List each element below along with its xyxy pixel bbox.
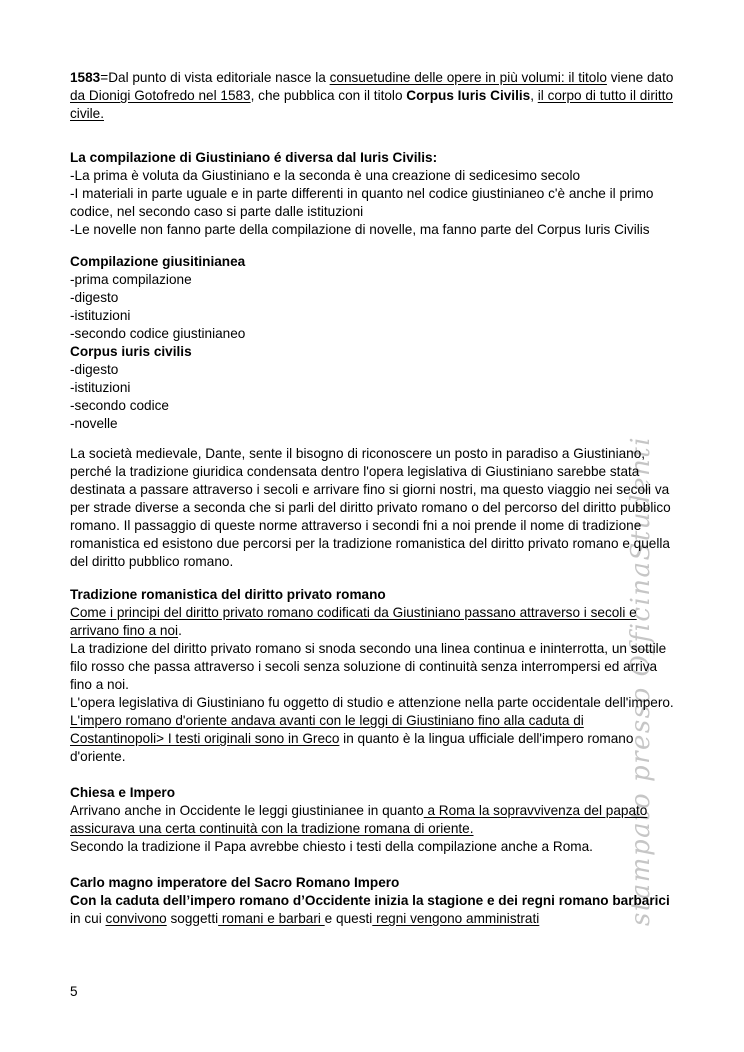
underlined-text-run: da Dionigi Gotofredo nel 1583 — [70, 88, 251, 103]
underlined-text-run: il corpo di tutto il diritto civile. — [70, 88, 673, 121]
bold-text-run: Corpus iuris civilis — [70, 344, 192, 359]
text-run: e questi — [324, 911, 373, 926]
text-run: =Dal punto di vista editoriale nasce la — [100, 70, 330, 85]
text-run: in quanto è la lingua ufficiale dell'impero romano d'oriente. — [70, 731, 634, 764]
text-run: La tradizione del diritto privato romano si snoda secondo una linea continua e ininterrotta, un sottile filo rosso che passa attraverso i secoli senza soluzione di continuità senza interrompersi ed arriva fino a noi. — [70, 641, 667, 692]
underlined-text-run: Come i principi del diritto privato romano codificati da Giustiniano passano attraverso i secoli e arrivano fino a noi — [70, 605, 637, 638]
text-run: soggetti — [166, 911, 219, 926]
document-content — [70, 69, 676, 928]
bold-text-run: Compilazione giusitinianea — [70, 254, 246, 269]
bold-text-run: Chiesa e Impero — [70, 785, 176, 800]
list-item — [70, 167, 676, 185]
list-item — [70, 307, 676, 325]
list-item — [70, 271, 676, 289]
paragraph-societa-medievale — [70, 445, 676, 571]
paragraph — [70, 802, 676, 838]
text-run: -secondo codice giustinianeo — [70, 326, 246, 341]
section-heading-compilazione-diversa — [70, 149, 676, 167]
bold-text-run: La compilazione di Giustiniano é diversa dal Iuris Civilis: — [70, 150, 438, 165]
text-run: -novelle — [70, 416, 118, 431]
text-run: -digesto — [70, 362, 119, 377]
page-number: 5 — [70, 984, 78, 999]
text-run: -Le novelle non fanno parte della compilazione di novelle, ma fanno parte del Corpus Iuris Civilis — [70, 222, 650, 237]
intro-paragraph — [70, 69, 676, 123]
bold-text-run: Corpus Iuris Civilis — [406, 88, 531, 103]
bold-text-run: 1583 — [70, 70, 101, 85]
text-run: , — [530, 88, 538, 103]
paragraph — [70, 892, 676, 928]
text-run: La società medievale, Dante, sente il bisogno di riconoscere un posto in paradiso a Giustiniano, perché la tradizione giuridica condensata dentro l'opera legislativa di Giustiniano sarebbe stata destinata a passare attraverso i secoli e arrivare fino si giorni nostri, ma questo viaggio nei secoli va per strade diverse a seconda che si parli del diritto privato romano o del percorso del diritto pubblico romano. Il passaggio di queste norme attraverso i secondi fni a noi prende il nome di tradizione romanistica ed esistono due percorsi per la tradizione romanistica del diritto privato romano e quella del diritto pubblico romano. — [70, 446, 671, 569]
section-heading-carlo-magno — [70, 874, 676, 892]
text-run: in cui — [70, 911, 106, 926]
text-run: viene dato — [606, 70, 674, 85]
bold-text-run: Tradizione romanistica del diritto privato romano — [70, 587, 386, 602]
paragraph — [70, 604, 676, 640]
text-run: Arrivano anche in Occidente le leggi giustinianee in quanto — [70, 803, 424, 818]
list-item — [70, 397, 676, 415]
underlined-text-run: convivono — [105, 911, 167, 926]
paragraph — [70, 838, 676, 856]
text-run: Secondo la tradizione il Papa avrebbe chiesto i testi della compilazione anche a Roma. — [70, 839, 593, 854]
paragraph — [70, 640, 676, 694]
section-heading-corpus-iuris-civilis — [70, 343, 676, 361]
list-item — [70, 185, 676, 221]
text-run: -digesto — [70, 290, 119, 305]
underlined-text-run: a Roma la sopravvivenza del papato assicurava una certa continuità con la tradizione romana di oriente. — [70, 803, 648, 836]
section-heading-tradizione-romanistica — [70, 586, 676, 604]
list-item — [70, 289, 676, 307]
text-run: , che pubblica con il titolo — [250, 88, 407, 103]
text-run: -I materiali in parte uguale e in parte differenti in quanto nel codice giustinianeo c'è anche il primo codice, nel secondo caso si parte dalle istituzioni — [70, 186, 654, 219]
text-run: . — [178, 623, 182, 638]
text-run: L'opera legislativa di Giustiniano fu oggetto di studio e attenzione nella parte occidentale dell'impero. — [70, 695, 674, 710]
underlined-text-run: romani e barbari — [218, 911, 325, 926]
list-item — [70, 325, 676, 343]
bold-text-run: Carlo magno imperatore del Sacro Romano Impero — [70, 875, 400, 890]
paragraph — [70, 694, 676, 712]
text-run: -istituzioni — [70, 380, 131, 395]
list-item — [70, 361, 676, 379]
list-item — [70, 379, 676, 397]
text-run: -prima compilazione — [70, 272, 192, 287]
bold-text-run: Con la caduta dell’impero romano d’Occidente inizia la stagione e dei regni romano barbarici — [70, 893, 670, 908]
text-run: -La prima è voluta da Giustiniano e la seconda è una creazione di sedicesimo secolo — [70, 168, 581, 183]
paragraph — [70, 712, 676, 766]
watermark: stampato presso OfficinaStudenti — [626, 435, 656, 926]
underlined-text-run: L'impero romano d'oriente andava avanti con le leggi di Giustiniano fino alla caduta di Costantinopoli> I testi originali sono in Greco — [70, 713, 584, 746]
section-heading-compilazione-giustinianea — [70, 253, 676, 271]
section-heading-chiesa-e-impero — [70, 784, 676, 802]
text-run: -secondo codice — [70, 398, 169, 413]
list-item — [70, 221, 676, 239]
underlined-text-run: consuetudine delle opere in più volumi: il titolo — [329, 70, 607, 85]
list-item — [70, 415, 676, 433]
text-run: -istituzioni — [70, 308, 131, 323]
underlined-text-run: regni vengono amministrati — [372, 911, 540, 926]
